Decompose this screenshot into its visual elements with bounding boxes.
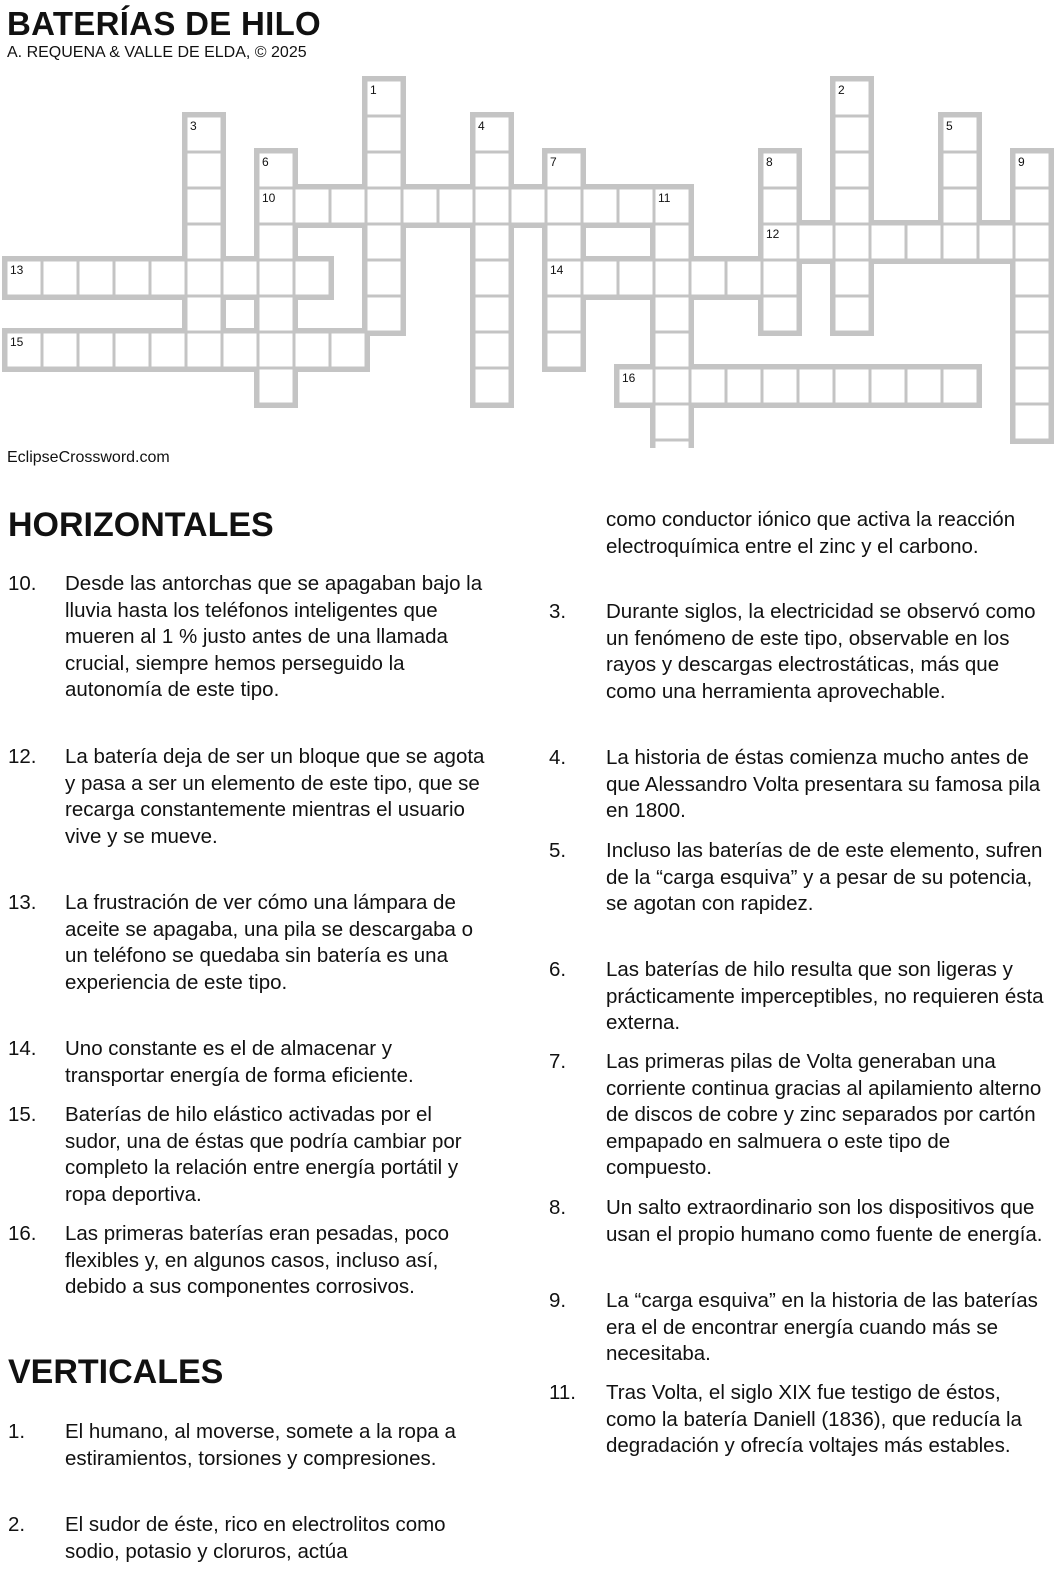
grid-cell[interactable] — [728, 262, 761, 295]
grid-cell[interactable] — [800, 226, 833, 259]
grid-cell[interactable] — [800, 370, 833, 403]
grid-cell[interactable] — [260, 370, 293, 403]
clue-number: 16. — [8, 1222, 37, 1245]
grid-clue-number: 13 — [10, 263, 24, 277]
grid-clue-number: 12 — [766, 227, 780, 241]
grid-cell[interactable] — [836, 370, 869, 403]
grid-cell[interactable] — [656, 226, 689, 259]
grid-cell[interactable] — [1016, 226, 1049, 259]
grid-cell[interactable] — [476, 226, 509, 259]
grid-cell[interactable] — [584, 262, 617, 295]
grid-cell[interactable] — [512, 190, 545, 223]
grid-cell[interactable] — [656, 442, 689, 449]
grid-clue-number: 2 — [838, 83, 845, 97]
grid-cell[interactable] — [368, 118, 401, 151]
grid-clue-number: 1 — [370, 83, 377, 97]
grid-clue-number: 4 — [478, 119, 485, 133]
clue-text: como conductor iónico que activa la reacción electroquímica entre el zinc y el carbono. — [606, 508, 1016, 558]
grid-cell[interactable] — [944, 190, 977, 223]
grid-cell[interactable] — [476, 370, 509, 403]
grid-cell[interactable] — [260, 226, 293, 259]
grid-clue-number: 5 — [946, 119, 953, 133]
grid-cell[interactable] — [152, 262, 185, 295]
grid-cell[interactable] — [728, 370, 761, 403]
grid-cell[interactable] — [116, 262, 149, 295]
grid-clue-number: 11 — [658, 191, 671, 205]
clue-number: 2. — [8, 1513, 26, 1536]
clue-text: Las baterías de hilo resulta que son ligeras y prácticamente imperceptibles, no requieren ésta externa. — [606, 958, 1044, 1034]
crossword-grid — [0, 0, 1058, 448]
grid-cell[interactable] — [368, 190, 401, 223]
grid-clue-number: 6 — [262, 155, 269, 169]
grid-cell[interactable] — [188, 154, 221, 187]
grid-clue-number: 3 — [190, 119, 197, 133]
grid-cell[interactable] — [656, 262, 689, 295]
clue-text: Desde las antorchas que se apagaban bajo la lluvia hasta los teléfonos inteligentes que mueren al 1 % justo antes de una llamada crucial, siempre hemos perseguido la autonomía de este tipo. — [65, 572, 483, 701]
grid-clue-number: 9 — [1018, 155, 1025, 169]
clue-number: 10. — [8, 572, 37, 595]
grid-cell[interactable] — [116, 334, 149, 367]
grid-cell[interactable] — [836, 298, 869, 331]
clue-text: Incluso las baterías de de este elemento, sufren de la “carga esquiva” y a pesar de su potencia, se agotan con rapidez. — [606, 839, 1043, 915]
grid-cell[interactable] — [224, 262, 257, 295]
grid-cell[interactable] — [476, 190, 509, 223]
grid-cell[interactable] — [1016, 262, 1049, 295]
grid-cell[interactable] — [1016, 190, 1049, 223]
grid-cell[interactable] — [908, 370, 941, 403]
grid-cell[interactable] — [836, 190, 869, 223]
grid-cell[interactable] — [656, 370, 689, 403]
clue-number: 8. — [549, 1196, 567, 1219]
grid-clue-number: 14 — [550, 263, 564, 277]
grid-cell[interactable] — [548, 298, 581, 331]
grid-cell[interactable] — [1016, 298, 1049, 331]
clue-text: La frustración de ver cómo una lámpara de aceite se apagaba, una pila se descargaba o un teléfono se quedaba sin batería es una experiencia de este tipo. — [65, 891, 474, 994]
grid-clue-number: 15 — [10, 335, 24, 349]
grid-cell[interactable] — [1016, 406, 1049, 439]
grid-cell[interactable] — [656, 334, 689, 367]
grid-cell[interactable] — [260, 298, 293, 331]
grid-cell[interactable] — [80, 262, 113, 295]
clue-text: Uno constante es el de almacenar y transportar energía de forma eficiente. — [65, 1037, 414, 1087]
grid-cell[interactable] — [944, 154, 977, 187]
puzzle-credits: A. REQUENA & VALLE DE ELDA, © 2025 — [7, 44, 307, 61]
grid-cell[interactable] — [332, 190, 365, 223]
grid-cell[interactable] — [764, 262, 797, 295]
grid-cell[interactable] — [836, 262, 869, 295]
grid-cell[interactable] — [368, 226, 401, 259]
grid-cell[interactable] — [764, 370, 797, 403]
grid-cell[interactable] — [548, 190, 581, 223]
grid-cell[interactable] — [188, 226, 221, 259]
grid-cell[interactable] — [296, 262, 329, 295]
grid-cell[interactable] — [1016, 334, 1049, 367]
clue-text: Un salto extraordinario son los dispositivos que usan el propio humano como fuente de energía. — [606, 1196, 1043, 1246]
grid-cell[interactable] — [368, 154, 401, 187]
grid-cell[interactable] — [80, 334, 113, 367]
grid-clue-number: 16 — [622, 371, 636, 385]
grid-cell[interactable] — [944, 370, 977, 403]
clue-text: La batería deja de ser un bloque que se agota y pasa a ser un elemento de este tipo, que se recarga constantemente mientras el usuario vive y se mueve. — [65, 745, 485, 848]
grid-cell[interactable] — [296, 334, 329, 367]
clue-number: 4. — [549, 746, 567, 769]
grid-cell[interactable] — [44, 334, 77, 367]
clue-text: Durante siglos, la electricidad se observó como un fenómeno de este tipo, observable en los rayos y descargas electrostáticas, más que como una herramienta aprovechable. — [606, 600, 1036, 703]
clue-number: 7. — [549, 1050, 567, 1073]
grid-cell[interactable] — [476, 262, 509, 295]
clue-number: 9. — [549, 1289, 567, 1312]
grid-cell[interactable] — [764, 298, 797, 331]
grid-cell[interactable] — [404, 190, 437, 223]
across-heading: HORIZONTALES — [8, 506, 274, 544]
clue-number: 13. — [8, 891, 37, 914]
grid-cell[interactable] — [1016, 370, 1049, 403]
grid-cell[interactable] — [980, 226, 1013, 259]
clue-number: 5. — [549, 839, 567, 862]
grid-cell[interactable] — [188, 262, 221, 295]
grid-cell[interactable] — [908, 226, 941, 259]
grid-clue-number: 10 — [262, 191, 276, 205]
clue-text: La historia de éstas comienza mucho antes de que Alessandro Volta presentara su famosa pila en 1800. — [606, 746, 1041, 822]
grid-cell[interactable] — [260, 262, 293, 295]
grid-cell[interactable] — [44, 262, 77, 295]
grid-cell[interactable] — [584, 190, 617, 223]
grid-cell[interactable] — [944, 226, 977, 259]
clue-number: 3. — [549, 600, 567, 623]
grid-cell[interactable] — [548, 226, 581, 259]
grid-cell[interactable] — [836, 154, 869, 187]
clue-number: 1. — [8, 1420, 26, 1443]
grid-cell[interactable] — [692, 370, 725, 403]
grid-cell[interactable] — [476, 298, 509, 331]
down-heading: VERTICALES — [8, 1353, 224, 1391]
grid-cell[interactable] — [656, 298, 689, 331]
grid-cell[interactable] — [368, 262, 401, 295]
grid-cell[interactable] — [620, 190, 653, 223]
grid-cell[interactable] — [440, 190, 473, 223]
clue-text: Baterías de hilo elástico activadas por el sudor, una de éstas que podría cambiar por completo la relación entre energía portátil y ropa deportiva. — [65, 1103, 462, 1206]
clue-text: Las primeras baterías eran pesadas, poco flexibles y, en algunos casos, incluso así, debido a sus componentes corrosivos. — [65, 1222, 450, 1298]
grid-cell[interactable] — [152, 334, 185, 367]
clue-text: La “carga esquiva” en la historia de las baterías era el de encontrar energía cuando más se necesitaba. — [606, 1289, 1038, 1365]
grid-cell[interactable] — [476, 334, 509, 367]
clue-number: 11. — [549, 1381, 576, 1404]
grid-cell[interactable] — [188, 190, 221, 223]
grid-cell[interactable] — [692, 262, 725, 295]
clue-text: El sudor de éste, rico en electrolitos como sodio, potasio y cloruros, actúa — [65, 1513, 446, 1563]
grid-cell[interactable] — [764, 190, 797, 223]
grid-cell[interactable] — [836, 226, 869, 259]
site-credit: EclipseCrossword.com — [7, 449, 170, 466]
grid-cell[interactable] — [188, 334, 221, 367]
grid-cell[interactable] — [476, 154, 509, 187]
clue-number: 15. — [8, 1103, 37, 1126]
clue-number: 6. — [549, 958, 567, 981]
grid-cell[interactable] — [332, 334, 365, 367]
grid-cell[interactable] — [620, 262, 653, 295]
grid-cell[interactable] — [260, 334, 293, 367]
grid-cell[interactable] — [656, 406, 689, 439]
puzzle-title: BATERÍAS DE HILO — [7, 5, 322, 42]
clue-text: Las primeras pilas de Volta generaban una corriente continua gracias al apilamiento alterno de discos de cobre y zinc separados por cartón empapado en salmuera o este tipo de compuesto. — [606, 1050, 1042, 1179]
grid-cell[interactable] — [368, 298, 401, 331]
grid-cell[interactable] — [836, 118, 869, 151]
clue-number: 14. — [8, 1037, 37, 1060]
clue-text: El humano, al moverse, somete a la ropa a estiramientos, torsiones y compresiones. — [65, 1420, 456, 1470]
grid-cell[interactable] — [548, 334, 581, 367]
grid-clue-number: 8 — [766, 155, 773, 169]
grid-cell[interactable] — [224, 334, 257, 367]
grid-cell[interactable] — [296, 190, 329, 223]
clue-number: 12. — [8, 745, 37, 768]
grid-clue-number: 7 — [550, 155, 557, 169]
grid-cell[interactable] — [872, 370, 905, 403]
clue-text: Tras Volta, el siglo XIX fue testigo de éstos, como la batería Daniell (1836), que reducía la degradación y ofrecía voltajes más estables. — [606, 1381, 1022, 1457]
grid-cell[interactable] — [872, 226, 905, 259]
grid-cell[interactable] — [188, 298, 221, 331]
